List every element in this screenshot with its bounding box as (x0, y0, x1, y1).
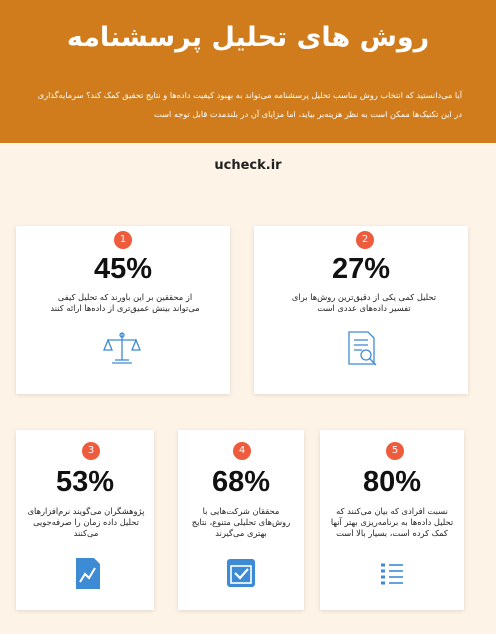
stat-card-3 (16, 430, 154, 610)
stat-description: از محققین بر این باورند که تحلیل کیفی می‌تواند بینش عمیق‌تری از داده‌ها ارائه کنند (50, 292, 200, 313)
stat-description: تحلیل کمی یکی از دقیق‌ترین روش‌ها برای تفسیر داده‌های عددی است (291, 292, 437, 313)
checklist-icon (379, 560, 405, 590)
stat-description: محققان شرکت‌هایی با روش‌های تحلیلی متنوع، نتایج بهتری می‌گیرند (191, 506, 291, 538)
stat-number-badge: 5 (386, 442, 404, 460)
stat-card-2 (254, 226, 468, 394)
stat-percent: 45% (93, 253, 153, 285)
site-url: ucheck.ir (214, 158, 282, 173)
stat-percent: 68% (211, 466, 271, 498)
stat-percent: 27% (331, 253, 391, 285)
stat-number-badge: 3 (82, 442, 100, 460)
stat-number-badge: 4 (233, 442, 251, 460)
stat-card-1 (16, 226, 230, 394)
checkbox-icon (224, 556, 258, 590)
stat-card-5 (320, 430, 464, 610)
intro-text: آیا می‌دانستید که انتخاب روش مناسب تحلیل پرسشنامه می‌تواند به بهبود کیفیت داده‌ها و نتایج تحقیق کمک کند؟ سرمایه‌گذاری در این تکنیک‌ها ممکن است به نظر هزینه‌بر بیاید، اما مزایای آن در بلندمدت قابل توجه است (37, 90, 462, 119)
stat-percent: 80% (362, 466, 422, 498)
page-title: روش های تحلیل پرسشنامه (66, 22, 430, 53)
header-banner (0, 0, 496, 143)
stat-description: نسبت افرادی که بیان می‌کنند که تحلیل داده‌ها به برنامه‌ریزی بهتر آنها کمک کرده است، بسیار بالا است (330, 506, 454, 538)
stat-percent: 53% (55, 466, 115, 498)
stat-number-badge: 1 (114, 231, 132, 249)
stat-description: پژوهشگران می‌گویند نرم‌افزارهای تحلیل داده زمان را صرفه‌جویی می‌کنند (27, 506, 145, 538)
document-search-icon (346, 330, 380, 368)
stat-card-4 (178, 430, 304, 610)
chart-document-icon (72, 556, 104, 592)
balance-icon (103, 330, 141, 366)
stat-number-badge: 2 (356, 231, 374, 249)
